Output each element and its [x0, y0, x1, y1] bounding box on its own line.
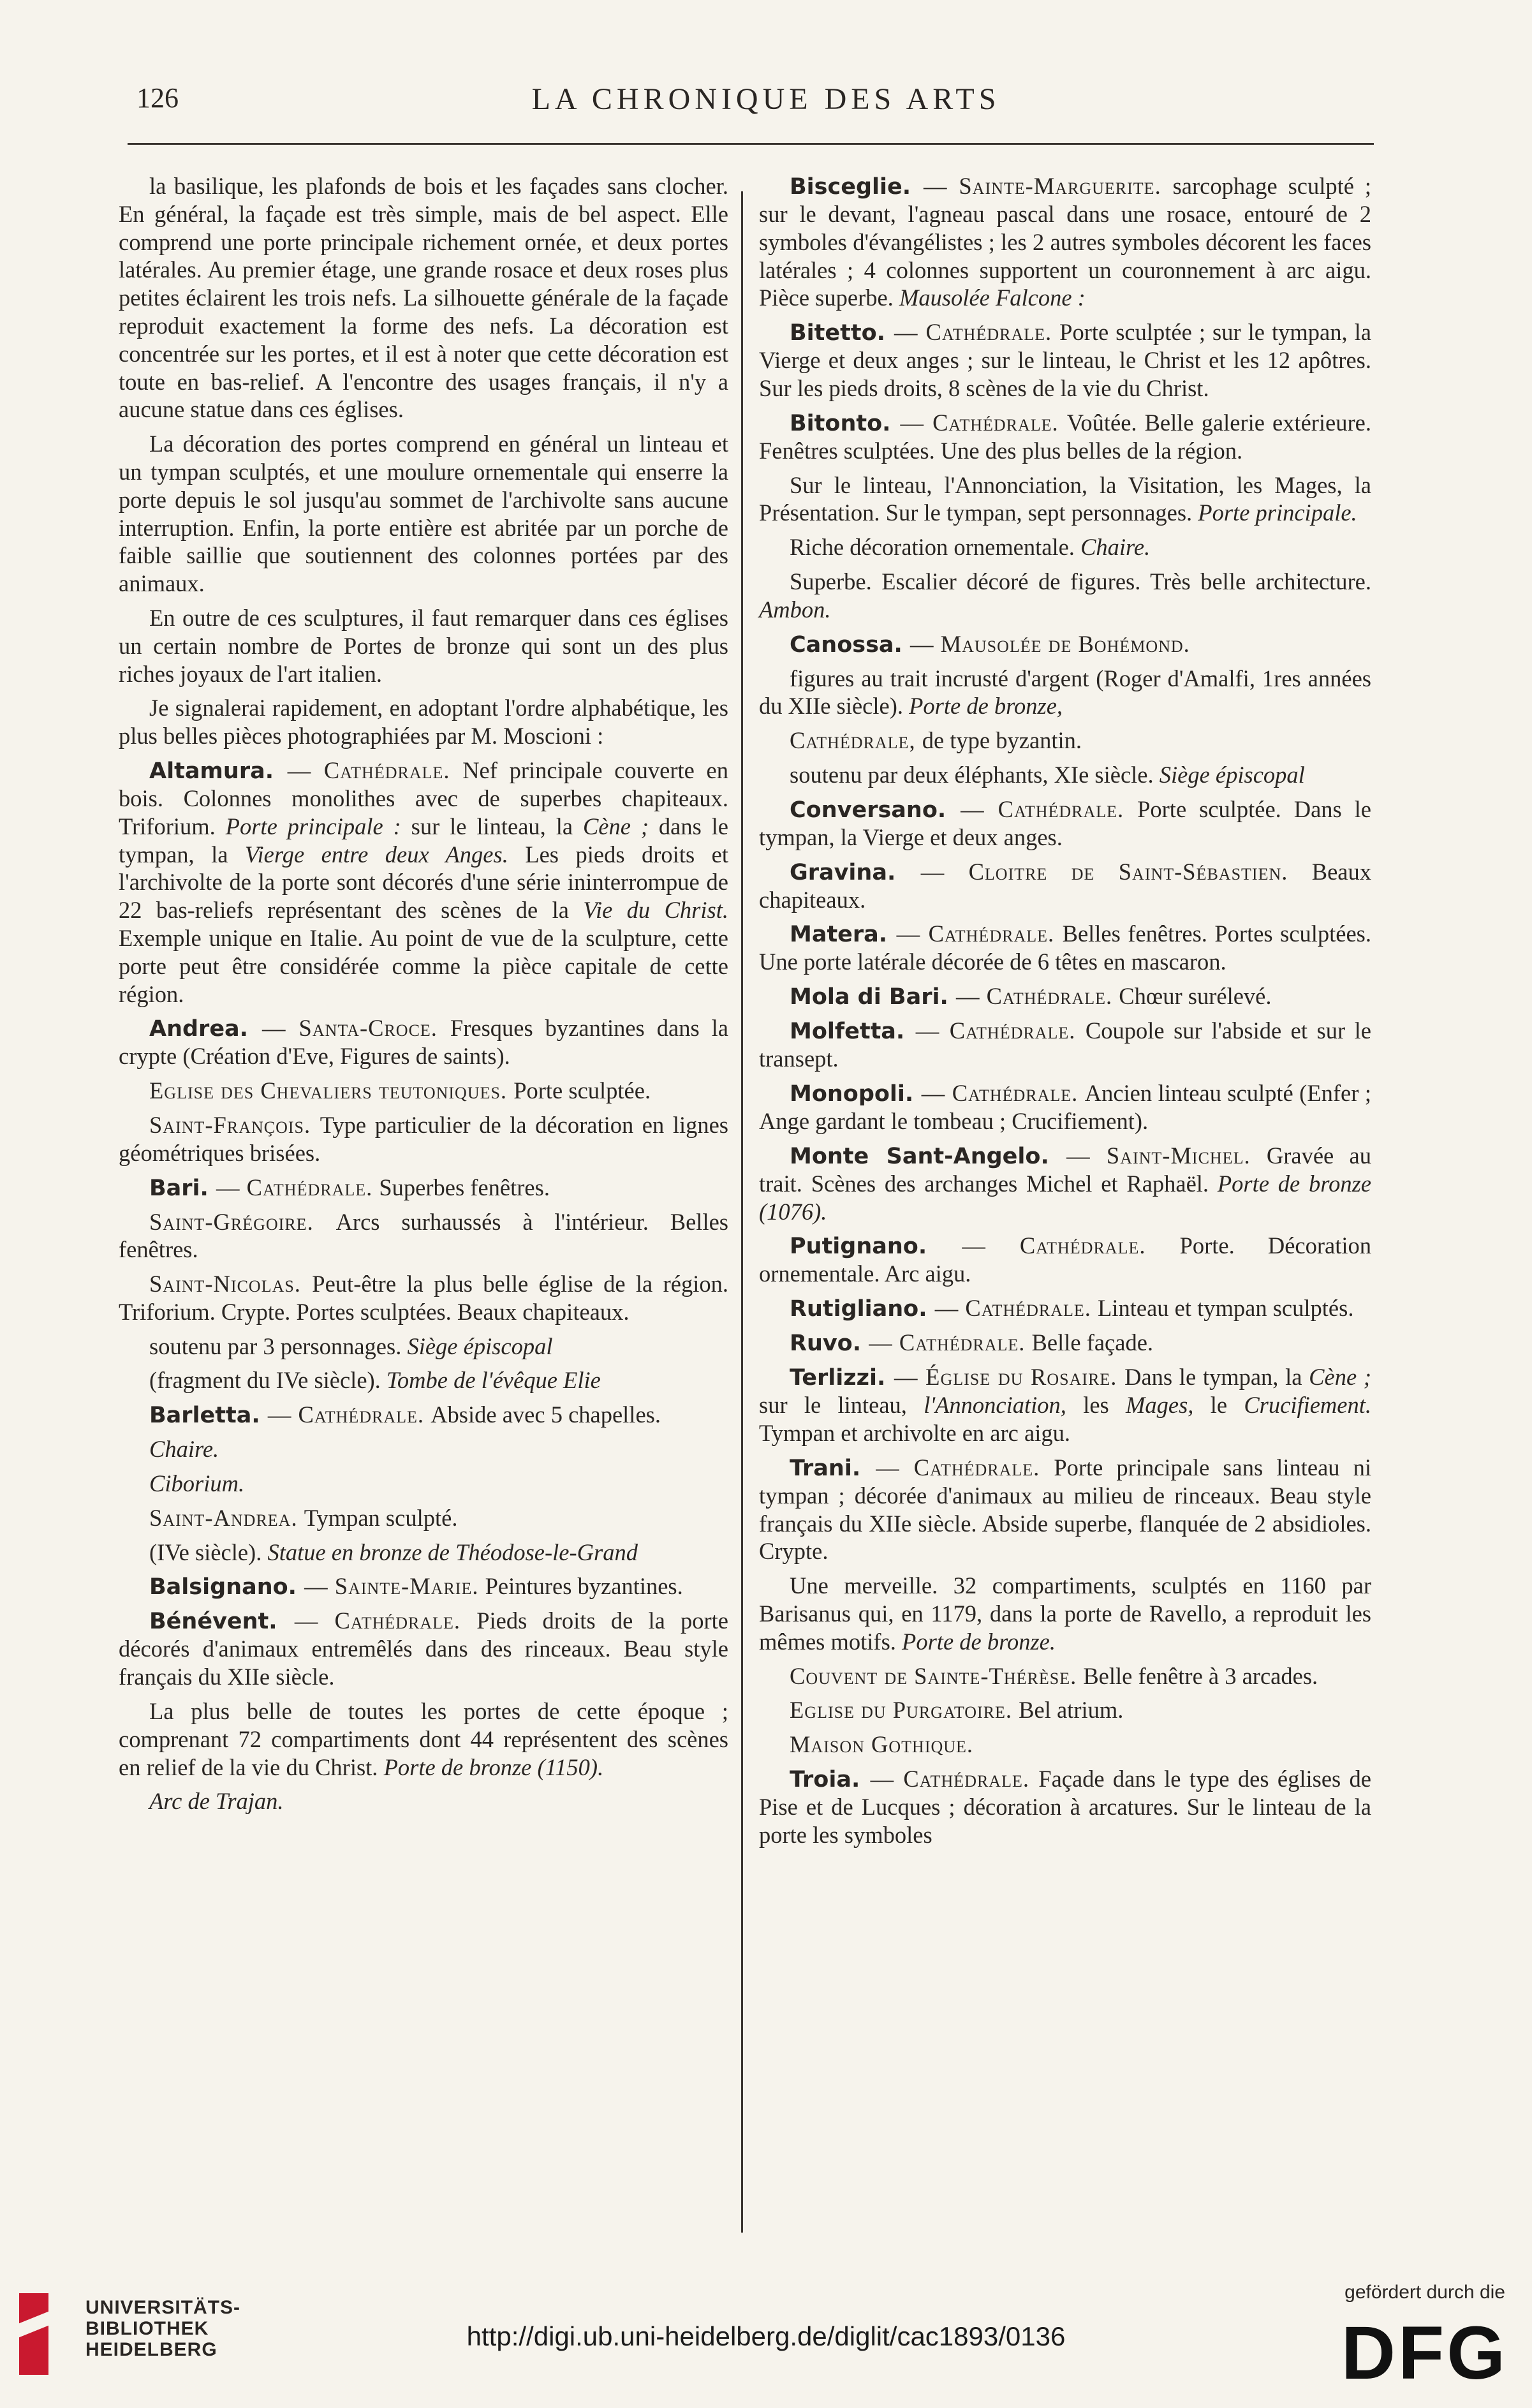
paragraph	[759, 630, 1371, 658]
header-rule	[128, 143, 1374, 145]
footer	[0, 2274, 1532, 2408]
work-title: Mausolée Falcone :	[899, 284, 1086, 311]
work-title: Cène ;	[582, 813, 659, 839]
place-name: Troia.	[790, 1766, 871, 1792]
entry-text: Belle fenêtre à 3 arcades.	[1083, 1662, 1318, 1689]
entry-text: Tympan et archivolte en arc aigu.	[759, 1419, 1070, 1446]
place-name: Monte Sant-Angelo.	[790, 1143, 1067, 1169]
paragraph	[119, 1077, 728, 1105]
entry-text: Riche décoration ornementale.	[790, 534, 1081, 561]
dfg-logo: DFG	[1341, 2311, 1508, 2395]
work-title: Statue en bronze de Théodose-le-Grand	[267, 1539, 638, 1565]
paragraph	[759, 665, 1371, 721]
work-title: Vie du Christ.	[583, 897, 728, 924]
monument-name: — Cathédrale.	[961, 795, 1138, 822]
entry-text: Peut-être la plus belle église de la région. Triforium. Crypte. Portes sculptées. Beaux chapiteaux.	[119, 1271, 728, 1325]
work-title: Porte de bronze (1076).	[759, 1170, 1372, 1225]
paragraph	[119, 1174, 728, 1202]
paragraph	[119, 430, 728, 598]
monument-name: — Cloitre de Saint-Sébastien.	[920, 858, 1312, 885]
work-title: Porte de bronze.	[902, 1628, 1056, 1655]
entry-text: sur le linteau,	[759, 1392, 924, 1419]
monument-name: — Cathédrale.	[900, 409, 1067, 436]
monument-name: — Cathédrale.	[267, 1401, 431, 1428]
monument-name: — Sainte-Marie.	[304, 1573, 485, 1600]
paragraph	[759, 727, 1371, 755]
entry-text: (fragment du IVe siècle).	[149, 1367, 387, 1394]
place-name: Andrea.	[149, 1016, 263, 1042]
entry-text: La plus belle de toutes les portes de cette époque ; comprenant 72 compartiments dont 44 représentent des scènes en relief de la vie du Christ.	[119, 1698, 728, 1780]
paragraph	[119, 1572, 728, 1600]
monument-name: — Cathédrale.	[894, 319, 1060, 346]
entry-text: Fresques byzantines dans la crypte (Création d'Eve, Figures de saints).	[119, 1015, 728, 1070]
place-name: Bénévent.	[149, 1609, 295, 1635]
entry-text: Pieds droits de la porte décorés d'animaux entremêlés dans des rinceaux. Beau style français du XIIe siècle.	[119, 1607, 728, 1690]
entry-text: Arcs surhaussés à l'intérieur. Belles fenêtres.	[119, 1208, 728, 1263]
entry-text: Gravée au trait. Scènes des archanges Michel et Raphaël.	[759, 1142, 1371, 1197]
monument-name: Saint-Grégoire.	[149, 1208, 336, 1235]
place-name: Bari.	[149, 1175, 217, 1201]
page-number: 126	[136, 82, 179, 114]
work-title: Chaire.	[149, 1436, 219, 1463]
paragraph	[119, 1504, 728, 1532]
place-name: Conversano.	[790, 797, 961, 823]
paragraph	[119, 694, 728, 750]
paragraph	[759, 409, 1371, 465]
place-name: Terlizzi.	[790, 1365, 894, 1391]
place-name: Ruvo.	[790, 1331, 869, 1357]
paragraph	[119, 1539, 728, 1567]
work-title: Crucifiement.	[1244, 1392, 1372, 1419]
entry-text: Porte sculptée.	[513, 1077, 651, 1104]
work-title: l'Annonciation,	[924, 1392, 1084, 1419]
entry-text: Ancien linteau sculpté (Enfer ; Ange gardant le tombeau ; Crucifiement).	[759, 1079, 1371, 1134]
entry-text: (IVe siècle).	[149, 1539, 268, 1565]
entry-text: La décoration des portes comprend en général un linteau et un tympan sculptés, et une moulure ornementale qui enserre la porte depuis le sol jusqu'au sommet de l'archivolte sans aucune interruption. Enfin, la porte entière est abritée par un porche de faible saillie que soutiennent des colonnes portées par des animaux.	[119, 431, 728, 597]
entry-text: Superbes fenêtres.	[379, 1174, 550, 1200]
place-name: Barletta.	[149, 1403, 268, 1429]
work-title: Mages,	[1126, 1392, 1211, 1419]
work-title: Siège épiscopal	[1159, 761, 1305, 788]
right-column	[759, 172, 1371, 1855]
place-name: Canossa.	[790, 632, 911, 658]
paragraph	[759, 1329, 1371, 1357]
entry-text: En outre de ces sculptures, il faut remarquer dans ces églises un certain nombre de Portes de bronze qui sont un des plus riches joyaux de l'art italien.	[119, 604, 728, 687]
monument-name: Maison Gothique.	[790, 1731, 974, 1758]
paragraph	[759, 533, 1371, 561]
monument-name: Saint-François.	[149, 1111, 320, 1138]
place-name: Bisceglie.	[790, 174, 924, 200]
monument-name: — Cathédrale.	[896, 920, 1063, 947]
place-name: Bitetto.	[790, 320, 895, 346]
entry-text: Les pieds droits et l'archivolte de la porte sont décorés d'une série ininterrompue de 22 bas-reliefs représentant des scènes de la	[119, 841, 728, 924]
entry-text: figures au trait incrusté d'argent (Roger d'Amalfi, 1res années du XIIe siècle).	[759, 665, 1371, 720]
monument-name: — Cathédrale.	[287, 757, 463, 783]
paragraph	[759, 318, 1371, 403]
work-title: Ambon.	[759, 596, 831, 623]
paragraph	[759, 1079, 1371, 1135]
work-title: Ciborium.	[149, 1470, 245, 1497]
entry-text: Porte sculptée ; sur le tympan, la Vierge et deux anges ; sur le linteau, le Christ et les 12 apôtres. Sur les pieds droits, 8 scènes de la vie du Christ.	[759, 319, 1371, 401]
place-name: Mola di Bari.	[790, 984, 956, 1010]
paragraph	[759, 1696, 1371, 1724]
monument-name: — Mausolée de Bohémond.	[910, 630, 1190, 657]
paragraph	[119, 1401, 728, 1429]
entry-text: Superbe. Escalier décoré de figures. Très belle architecture.	[790, 568, 1371, 595]
monument-name: — Église du Rosaire.	[894, 1364, 1125, 1391]
entry-text: de type byzantin.	[922, 727, 1082, 754]
entry-text: soutenu par deux éléphants, XIe siècle.	[790, 761, 1160, 788]
entry-text: Nef principale couverte en bois. Colonnes monolithes avec de superbes chapiteaux. Triforium.	[119, 757, 728, 839]
entry-text: sur le linteau, la	[411, 813, 583, 839]
entry-text: Coupole sur l'abside et sur le transept.	[759, 1017, 1371, 1072]
work-title: Vierge entre deux Anges.	[244, 841, 526, 868]
paragraph	[759, 1731, 1371, 1759]
monument-name: Couvent de Sainte-Thérèse.	[790, 1662, 1084, 1689]
source-url[interactable]: http://digi.ub.uni-heidelberg.de/diglit/cac1893/0136	[466, 2321, 1066, 2351]
entry-text: Belle façade.	[1031, 1329, 1154, 1356]
paragraph	[759, 920, 1371, 976]
university-name: UNIVERSITÄTS- BIBLIOTHEK HEIDELBERG	[85, 2297, 241, 2360]
monument-name: — Cathédrale.	[870, 1765, 1039, 1792]
entry-text: dans le tympan, la	[119, 813, 729, 868]
work-title: Porte principale :	[225, 813, 411, 839]
monument-name: — Cathédrale.	[294, 1607, 477, 1634]
entry-text: Façade dans le type des églises de Pise et de Lucques ; décoration à arcatures. Sur le linteau de la porte les symboles	[759, 1765, 1371, 1848]
left-column	[119, 172, 728, 1822]
paragraph	[119, 757, 728, 1008]
entry-text: Voûtée. Belle galerie extérieure. Fenêtres sculptées. Une des plus belles de la région.	[759, 409, 1371, 464]
entry-text: Je signalerai rapidement, en adoptant l'ordre alphabétique, les plus belles pièces photographiées par M. Moscioni :	[119, 695, 728, 750]
monument-name: — Cathédrale.	[869, 1329, 1032, 1356]
monument-name: — Saint-Michel.	[1066, 1142, 1267, 1169]
entry-text: Abside avec 5 chapelles.	[431, 1401, 661, 1428]
paragraph	[759, 1363, 1371, 1447]
paragraph	[759, 858, 1371, 914]
place-name: Molfetta.	[790, 1019, 916, 1045]
entry-text: Chœur surélevé.	[1119, 983, 1272, 1010]
entry-text: Porte sculptée. Dans le tympan, la Vierge et deux anges.	[759, 795, 1371, 850]
monument-name: Eglise des Chevaliers teutoniques.	[149, 1077, 514, 1104]
monument-name: — Cathédrale.	[921, 1079, 1085, 1106]
place-name: Balsignano.	[149, 1574, 305, 1600]
work-title: Chaire.	[1080, 534, 1151, 561]
monument-name: — Cathédrale.	[216, 1174, 379, 1200]
monument-name: Eglise du Purgatoire.	[790, 1697, 1019, 1724]
paragraph	[119, 1366, 728, 1394]
paragraph	[759, 1232, 1371, 1288]
paragraph	[119, 1697, 728, 1781]
work-title: Tombe de l'évêque Elie	[386, 1367, 601, 1394]
paragraph	[119, 1470, 728, 1498]
paragraph	[759, 1142, 1371, 1226]
monument-name: — Cathédrale.	[955, 983, 1119, 1010]
work-title: Siège épiscopal	[407, 1333, 553, 1359]
paragraph	[119, 1787, 728, 1815]
entry-text: Beaux chapiteaux.	[759, 858, 1371, 913]
place-name: Trani.	[790, 1455, 876, 1481]
paragraph	[759, 1572, 1371, 1655]
monument-name: — Cathédrale.	[962, 1232, 1180, 1259]
work-title: Porte de bronze (1150).	[383, 1754, 604, 1780]
entry-text: Bel atrium.	[1019, 1697, 1124, 1724]
place-name: Gravina.	[790, 859, 921, 885]
entry-text: Linteau et tympan sculptés.	[1098, 1295, 1354, 1322]
column-divider	[741, 191, 743, 2233]
place-name: Matera.	[790, 922, 897, 948]
paragraph	[759, 1017, 1371, 1073]
paragraph	[119, 1333, 728, 1361]
paragraph	[759, 471, 1371, 528]
entry-text: sarcophage sculpté ; sur le devant, l'agneau pascal dans une rosace, entouré de 2 symboles d'évangélistes ; les 2 autres symboles décorent les faces latérales ; 4 colonnes supportent un couronnement à arc aigu. Pièce superbe.	[759, 173, 1371, 311]
place-name: Rutigliano.	[790, 1296, 935, 1322]
work-title: Arc de Trajan.	[149, 1788, 284, 1815]
entry-text: Exemple unique en Italie. Au point de vue de la sculpture, cette porte peut être considérée comme la pièce capitale de cette région.	[119, 924, 728, 1007]
entry-text: Dans le tympan, la	[1124, 1364, 1309, 1391]
monument-name: — Cathédrale.	[876, 1454, 1054, 1481]
paragraph	[759, 982, 1371, 1010]
work-title: Cène ;	[1309, 1364, 1371, 1391]
place-name: Bitonto.	[790, 410, 901, 436]
monument-name: — Cathédrale.	[915, 1017, 1086, 1044]
paragraph	[119, 1607, 728, 1691]
monument-name: — Cathédrale.	[934, 1295, 1098, 1322]
paragraph	[119, 1014, 728, 1070]
entry-text: Type particulier de la décoration en lignes géométriques brisées.	[119, 1111, 729, 1166]
monument-name: Saint-Nicolas.	[149, 1271, 313, 1297]
running-header: LA CHRONIQUE DES ARTS	[531, 82, 1001, 116]
entry-text: soutenu par 3 personnages.	[149, 1333, 408, 1359]
place-name: Putignano.	[790, 1234, 962, 1260]
work-title: Porte de bronze,	[909, 693, 1063, 720]
paragraph	[759, 1662, 1371, 1690]
paragraph	[759, 1454, 1371, 1565]
paragraph	[759, 1765, 1371, 1849]
paragraph	[119, 1111, 728, 1167]
paragraph	[759, 1294, 1371, 1322]
place-name: Altamura.	[149, 758, 288, 784]
entry-text: la basilique, les plafonds de bois et les façades sans clocher. En général, la façade est très simple, mais de bel aspect. Elle comprend une porte principale richement ornée, et deux portes latérales. Au premier étage, une grande rosace et deux roses plus petites éclairent les trois nefs. La silhouette générale de la façade reproduit exactement la forme des nefs. La décoration est concentrée sur les portes, et il est à noter que cette décoration est toute en bas-relief. A l'encontre des usages français, il n'y a aucune statue dans ces églises.	[119, 173, 728, 423]
entry-text: Tympan sculpté.	[304, 1504, 458, 1531]
monument-name: — Santa-Croce.	[262, 1015, 450, 1042]
paragraph	[119, 1208, 728, 1264]
entry-text: Belles fenêtres. Portes sculptées. Une porte latérale décorée de 6 têtes en mascaron.	[759, 920, 1371, 975]
entry-text: les	[1083, 1392, 1126, 1419]
entry-text: le	[1210, 1392, 1244, 1419]
monument-name: — Sainte-Marguerite.	[924, 173, 1173, 199]
paragraph	[759, 761, 1371, 789]
funded-by-label: gefördert durch die	[1344, 2282, 1505, 2303]
paragraph	[759, 172, 1371, 312]
entry-text: Sur le linteau, l'Annonciation, la Visitation, les Mages, la Présentation. Sur le tympan, sept personnages.	[759, 471, 1371, 526]
paragraph	[119, 172, 728, 424]
entry-text: Porte principale sans linteau ni tympan ; décorée d'animaux au milieu de rinceaux. Beau style français du XIIe siècle. Abside superbe, flanquée de 2 absidioles. Crypte.	[759, 1454, 1371, 1565]
place-name: Monopoli.	[790, 1081, 922, 1107]
paragraph	[119, 1270, 728, 1326]
monument-name: Cathédrale,	[790, 727, 922, 754]
paragraph	[119, 1435, 728, 1463]
paragraph	[759, 568, 1371, 624]
paragraph	[759, 795, 1371, 852]
monument-name: Saint-Andrea.	[149, 1504, 304, 1531]
entry-text: Peintures byzantines.	[485, 1573, 683, 1600]
work-title: Porte principale.	[1198, 499, 1357, 526]
entry-text: Une merveille. 32 compartiments, sculptés en 1160 par Barisanus qui, en 1179, dans la porte de Ravello, a reproduit les mêmes motifs.	[759, 1572, 1371, 1655]
paragraph	[119, 604, 728, 688]
entry-text: Porte. Décoration ornementale. Arc aigu.	[759, 1232, 1371, 1287]
